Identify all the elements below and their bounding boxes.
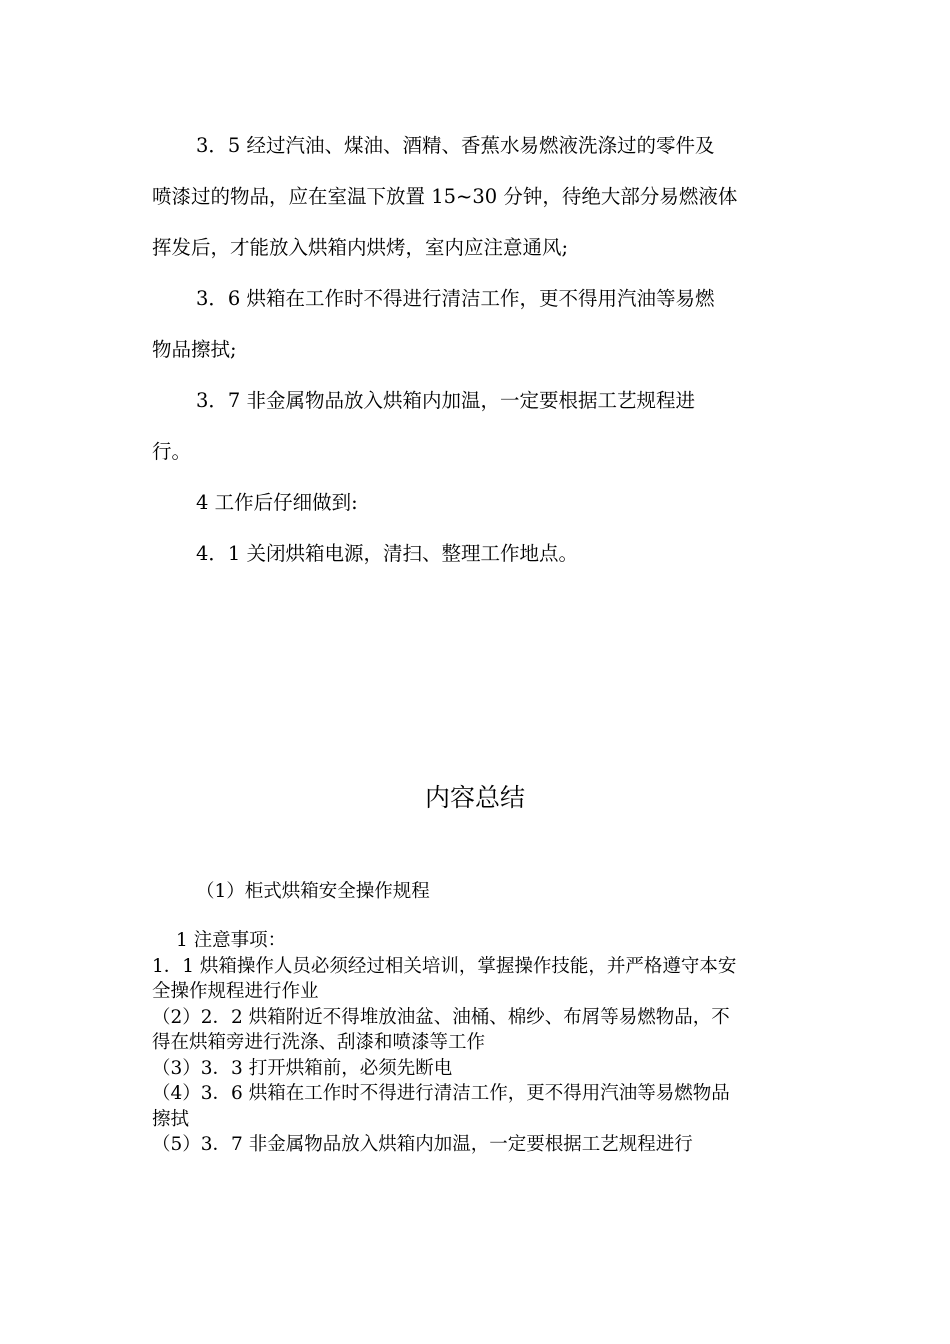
summary-line: （5）3．7 非金属物品放入烘箱内加温，一定要根据工艺规程进行 — [152, 1134, 693, 1155]
summary-line: 1．1 烘箱操作人员必须经过相关培训，掌握操作技能，并严格遵守本安 — [152, 955, 737, 977]
summary-line: （4）3．6 烘箱在工作时不得进行清洁工作，更不得用汽油等易燃物品 — [152, 1083, 730, 1104]
paragraph-4-1: 4．1 关闭烘箱电源，清扫、整理工作地点。 — [196, 542, 579, 565]
paragraph-3-6-line-1: 3．6 烘箱在工作时不得进行清洁工作，更不得用汽油等易燃 — [196, 287, 715, 310]
paragraph-3-7-line-1: 3．7 非金属物品放入烘箱内加温，一定要根据工艺规程进 — [196, 389, 696, 412]
summary-line: 1 注意事项： — [176, 930, 287, 951]
summary-list — [152, 928, 802, 1158]
paragraph-3-6-line-2: 物品擦拭; — [152, 338, 237, 361]
summary-line: （2）2．2 烘箱附近不得堆放油盆、油桶、棉纱、布屑等易燃物品，不 — [152, 1006, 730, 1028]
section-4-heading: 4 工作后仔细做到: — [196, 491, 358, 514]
summary-line: 全操作规程进行作业 — [152, 981, 319, 1002]
body-text — [152, 120, 800, 579]
paragraph-3-5-line-2: 喷漆过的物品，应在室温下放置 15~30 分钟，待绝大部分易燃液体 — [152, 185, 738, 208]
paragraph-3-5-line-3: 挥发后，才能放入烘箱内烘烤，室内应注意通风; — [152, 236, 569, 259]
summary-line: 擦拭 — [152, 1108, 190, 1130]
paragraph-3-5-line-1: 3．5 经过汽油、煤油、酒精、香蕉水易燃液洗涤过的零件及 — [196, 134, 715, 157]
summary-line: 得在烘箱旁进行洗涤、刮漆和喷漆等工作 — [152, 1032, 486, 1053]
summary-line: （3）3．3 打开烘箱前，必须先断电 — [152, 1057, 453, 1079]
paragraph-3-7-line-2: 行。 — [152, 440, 192, 463]
summary-subtitle: （1）柜式烘箱安全操作规程 — [196, 881, 430, 902]
summary-title: 内容总结 — [424, 783, 525, 812]
